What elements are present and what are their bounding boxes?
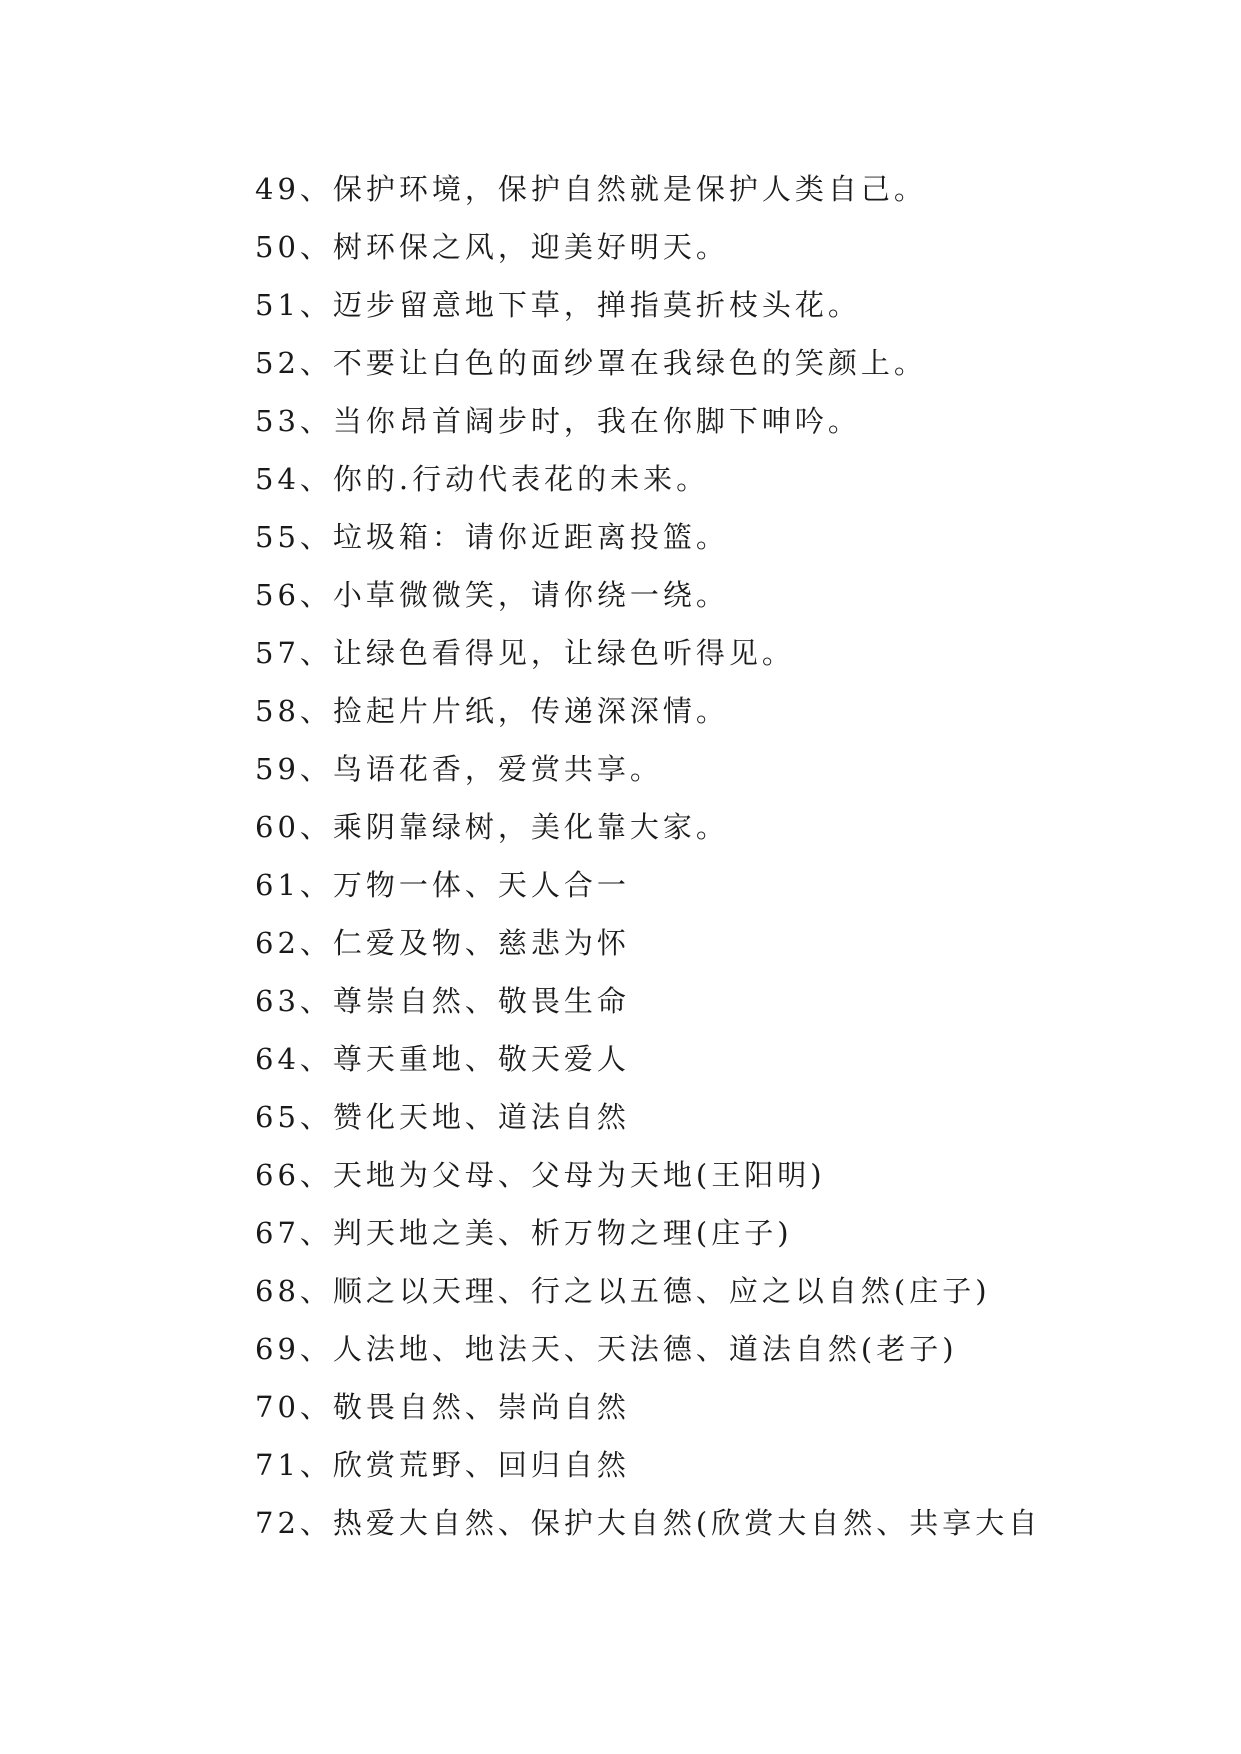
- slogan-list: [255, 160, 1155, 1552]
- slogan-line-63: 63、尊崇自然、敬畏生命: [255, 984, 630, 1018]
- slogan-line-70: 70、敬畏自然、崇尚自然: [255, 1390, 630, 1424]
- slogan-line-58: 58、捡起片片纸，传递深深情。: [255, 694, 729, 728]
- slogan-line-61: 61、万物一体、天人合一: [255, 868, 630, 902]
- slogan-line-65: 65、赞化天地、道法自然: [255, 1100, 630, 1134]
- slogan-line-57: 57、让绿色看得见，让绿色听得见。: [255, 636, 795, 670]
- slogan-line-72: 72、热爱大自然、保护大自然(欣赏大自然、共享大自: [255, 1506, 1042, 1540]
- slogan-line-59: 59、鸟语花香，爱赏共享。: [255, 752, 663, 786]
- slogan-line-67: 67、判天地之美、析万物之理(庄子): [255, 1216, 793, 1250]
- slogan-line-55: 55、垃圾箱：请你近距离投篮。: [255, 520, 729, 554]
- slogan-line-62: 62、仁爱及物、慈悲为怀: [255, 926, 630, 960]
- slogan-line-66: 66、天地为父母、父母为天地(王阳明): [255, 1158, 826, 1192]
- slogan-line-64: 64、尊天重地、敬天爱人: [255, 1042, 630, 1076]
- slogan-line-49: 49、保护环境，保护自然就是保护人类自己。: [255, 172, 927, 206]
- slogan-line-71: 71、欣赏荒野、回归自然: [255, 1448, 630, 1482]
- slogan-line-56: 56、小草微微笑，请你绕一绕。: [255, 578, 729, 612]
- slogan-line-51: 51、迈步留意地下草，掸指莫折枝头花。: [255, 288, 861, 322]
- slogan-line-52: 52、不要让白色的面纱罩在我绿色的笑颜上。: [255, 346, 927, 380]
- slogan-line-54: 54、你的.行动代表花的未来。: [255, 462, 710, 496]
- slogan-line-68: 68、顺之以天理、行之以五德、应之以自然(庄子): [255, 1274, 991, 1308]
- slogan-line-60: 60、乘阴靠绿树，美化靠大家。: [255, 810, 729, 844]
- slogan-line-50: 50、树环保之风，迎美好明天。: [255, 230, 729, 264]
- slogan-line-53: 53、当你昂首阔步时，我在你脚下呻吟。: [255, 404, 861, 438]
- slogan-line-69: 69、人法地、地法天、天法德、道法自然(老子): [255, 1332, 958, 1366]
